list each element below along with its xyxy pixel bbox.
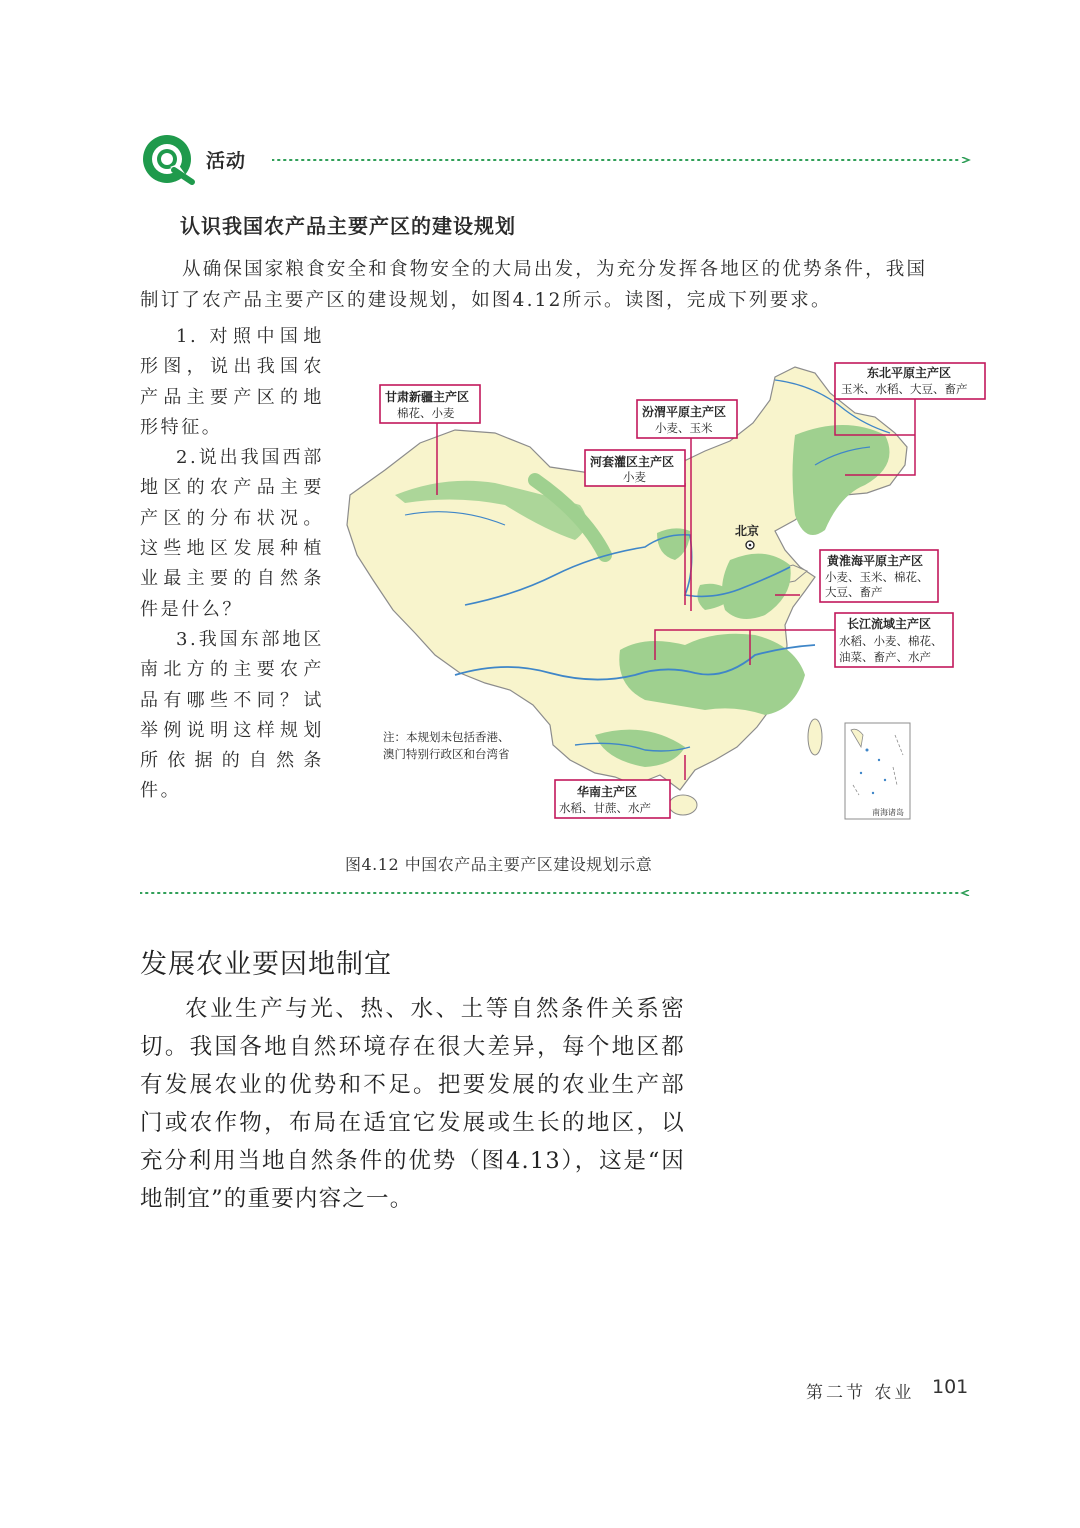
activity-intro-line-2: 制订了农产品主要产区的建设规划，如图4.12所示。读图，完成下列要求。 xyxy=(140,290,832,311)
section-body xyxy=(140,990,685,1218)
map-note-line-2: 澳门特别行政区和台湾省 xyxy=(383,747,510,761)
section-title: 发展农业要因地制宜 xyxy=(140,949,392,980)
region-south-china-products: 水稻、甘蔗、水产 xyxy=(559,801,651,815)
figure-caption: 图4.12 中国农产品主要产区建设规划示意 xyxy=(345,855,653,874)
hainan-island xyxy=(669,795,697,815)
region-yangtze-products-1: 水稻、小麦、棉花、 xyxy=(839,634,943,648)
region-hetao-name: 河套灌区主产区 xyxy=(590,455,675,469)
region-fenwei-name: 汾渭平原主产区 xyxy=(642,405,727,419)
region-huanghuaihai-products-1: 小麦、玉米、棉花、 xyxy=(825,570,929,584)
region-huanghuaihai-products-2: 大豆、畜产 xyxy=(825,585,883,599)
activity-questions xyxy=(140,322,324,807)
question-1: 1. 对照中国地形图，说出我国农产品主要产区的地形特征。 xyxy=(140,326,324,438)
question-2: 2.说出我国西部地区的农产品主要产区的分布状况。这些地区发展种植业最主要的自然条件是什么？ xyxy=(140,447,324,620)
activity-top-divider xyxy=(272,157,972,163)
beijing-label: 北京 xyxy=(735,524,760,538)
section-paragraph: 农业生产与光、热、水、土等自然条件关系密切。我国各地自然环境存在很大差异，每个地区都有发展农业的优势和不足。把要发展的农业生产部门或农作物，布局在适宜它发展或生长的地区，以充分利用当地自然条件的优势（图4.13），这是“因地制宜”的重要内容之一。 xyxy=(140,996,685,1212)
region-yangtze-products-2: 油菜、畜产、水产 xyxy=(839,650,931,664)
activity-label: 活动 xyxy=(206,150,247,172)
region-huanghuaihai-name: 黄淮海平原主产区 xyxy=(827,554,924,568)
activity-logo-icon xyxy=(140,130,198,188)
page-number: 101 xyxy=(932,1376,969,1398)
footer-section-name: 第二节 农业 xyxy=(806,1383,915,1403)
region-south-china-name: 华南主产区 xyxy=(577,785,638,799)
inset-label: 南海诸岛 xyxy=(872,808,904,817)
region-hetao-products: 小麦 xyxy=(623,470,646,484)
activity-title: 认识我国农产品主要产区的建设规划 xyxy=(180,214,516,238)
region-gansu-xinjiang-products: 棉花、小麦 xyxy=(397,406,455,420)
taiwan-island xyxy=(808,719,822,755)
map-note-line-1: 注：本规划未包括香港、 xyxy=(383,730,510,744)
region-yangtze-name: 长江流域主产区 xyxy=(847,617,932,631)
region-fenwei-products: 小麦、玉米 xyxy=(655,421,713,435)
region-gansu-xinjiang-name: 甘肃新疆主产区 xyxy=(385,390,470,404)
south-china-sea-inset xyxy=(845,723,910,819)
question-3: 3.我国东部地区南北方的主要农产品有哪些不同？试举例说明这样规划所依据的自然条件。 xyxy=(140,628,324,802)
activity-bottom-divider xyxy=(140,890,970,896)
activity-intro-line-1: 从确保国家粮食安全和食物安全的大局出发，为充分发挥各地区的优势条件，我国 xyxy=(182,259,928,280)
region-northeast-name: 东北平原主产区 xyxy=(867,366,952,380)
region-northeast-products: 玉米、水稻、大豆、畜产 xyxy=(841,382,968,396)
china-agriculture-map xyxy=(345,355,995,835)
